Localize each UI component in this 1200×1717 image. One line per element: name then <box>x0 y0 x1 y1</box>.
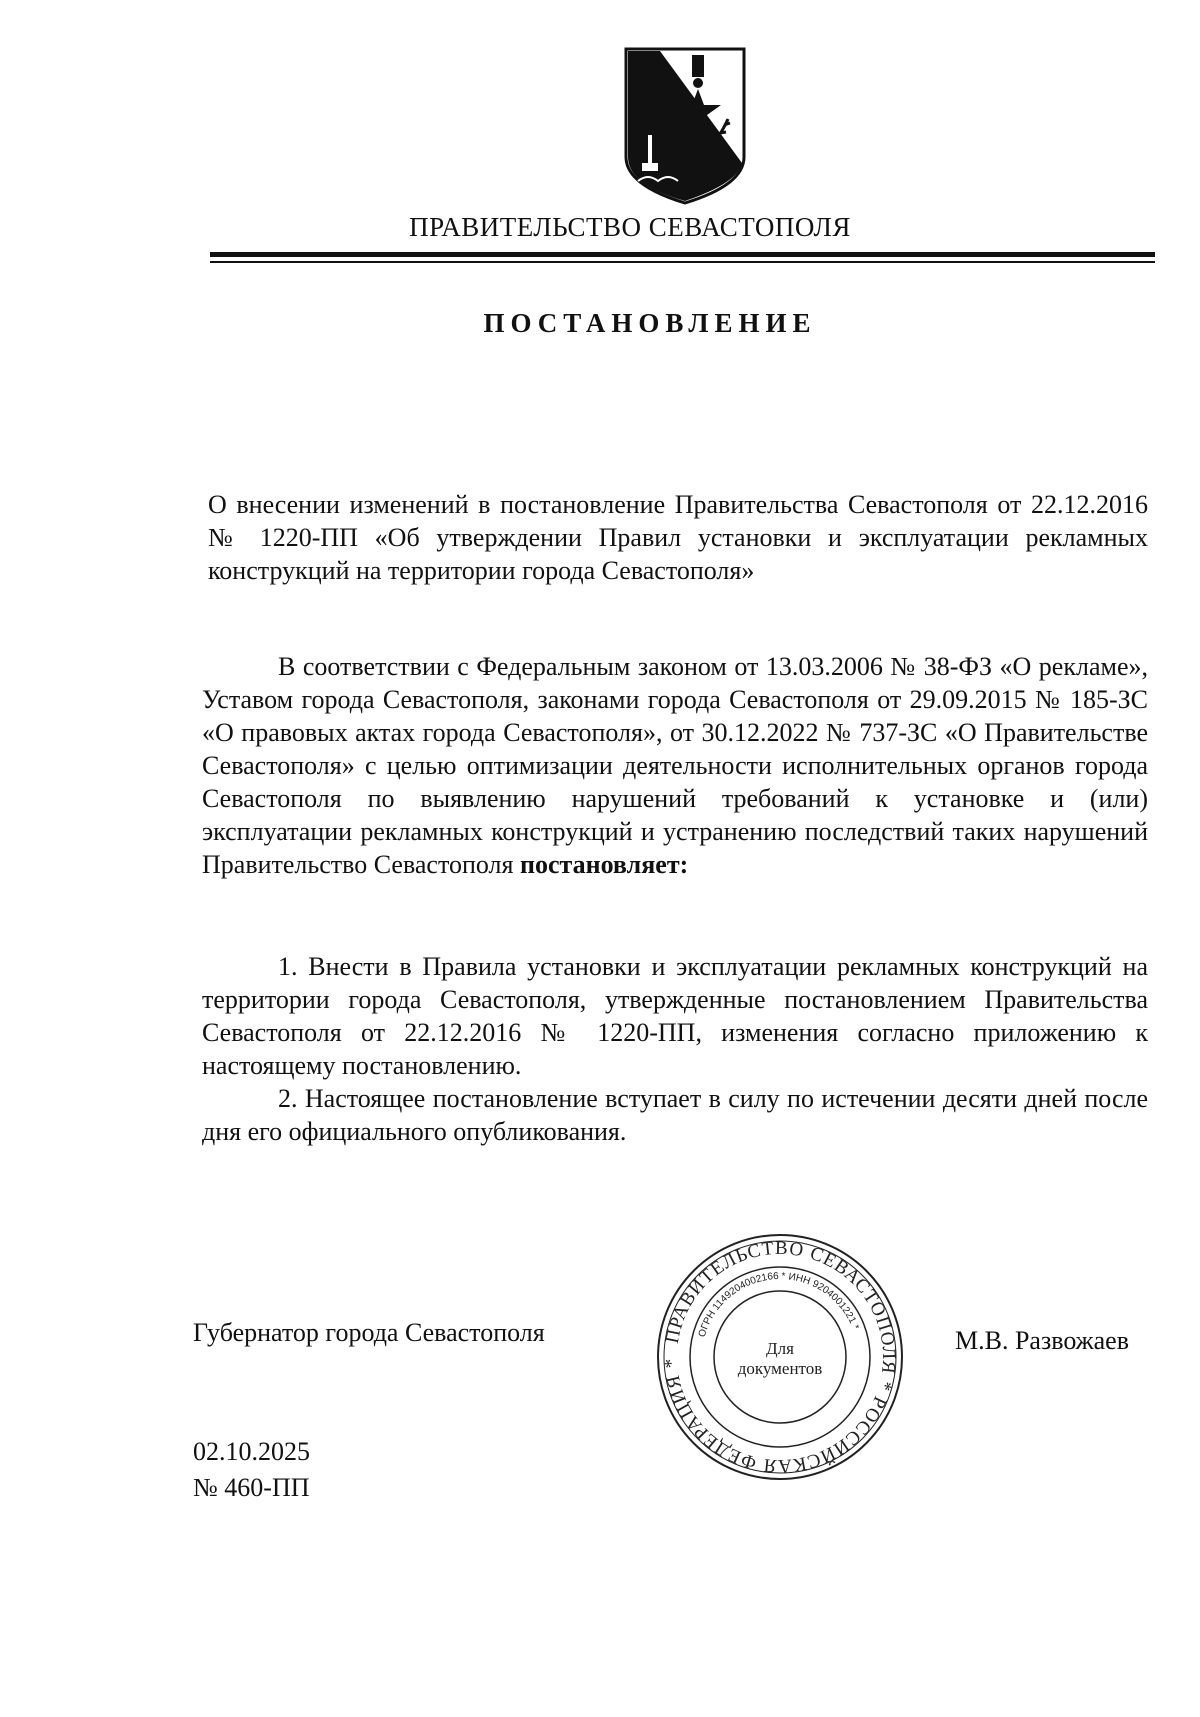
preamble-paragraph <box>202 650 1148 881</box>
decree-item: 2. Настоящее постановление вступает в силу по истечении десяти дней после дня его официального опубликования. <box>202 1084 1148 1146</box>
sevastopol-coat-of-arms-emblem <box>620 45 750 205</box>
seal-center-line1: Для <box>766 1339 794 1358</box>
signatory-name: М.В. Развожаев <box>955 1326 1130 1355</box>
document-number: № 460-ПП <box>193 1473 310 1502</box>
document-type-title: ПОСТАНОВЛЕНИЕ <box>483 308 817 338</box>
document-date: 02.10.2025 <box>193 1437 310 1466</box>
decree-word: постановляет: <box>519 850 689 879</box>
preamble-text: В соответствии с Федеральным законом от 13.03.2006 № 38-ФЗ «О рекламе», Уставом города Севастополя, законами города Севастополя от 29.09.2015 № 185-ЗС «О правовых актах города Севастополя», от 30.12.2022 № 737-ЗС «О Правительстве Севастополя» с целью оптимизации деятельности исполнительных органов города Севастополя по выявлению нарушений требований к установке и (или) эксплуатации рекламных конструкций и устранению последствий таких нарушений Правительство Севастополя <box>202 652 1148 879</box>
official-round-seal <box>655 1232 905 1482</box>
decree-item: 1. Внести в Правила установки и эксплуатации рекламных конструкций на территории города Севастополя, утвержденные постановлением Правительства Севастополя от 22.12.2016 № 1220-ПП, изменения согласно приложению к настоящему постановлению. <box>202 952 1148 1080</box>
decree-items <box>202 950 1148 1148</box>
seal-outer-text: ПРАВИТЕЛЬСТВО СЕВАСТОПОЛЯ * РОССИЙСКАЯ ФЕДЕРАЦИЯ * <box>660 1237 900 1477</box>
organization-name: ПРАВИТЕЛЬСТВО СЕВАСТОПОЛЯ <box>409 212 851 242</box>
seal-center-line2: документов <box>737 1359 823 1378</box>
header-rule-thin <box>210 261 1155 263</box>
signatory-position: Губернатор города Севастополя <box>193 1318 545 1347</box>
document-subject: О внесении изменений в постановление Правительства Севастополя от 22.12.2016 № 1220-ПП «Об утверждении Правил установки и эксплуатации рекламных конструкций на территории города Севастополя» <box>208 490 1148 585</box>
seal-inner-text: ОГРН 1149204002166 * ИНН 9204001221 * <box>696 1270 861 1339</box>
header-rule-thick <box>210 252 1155 257</box>
